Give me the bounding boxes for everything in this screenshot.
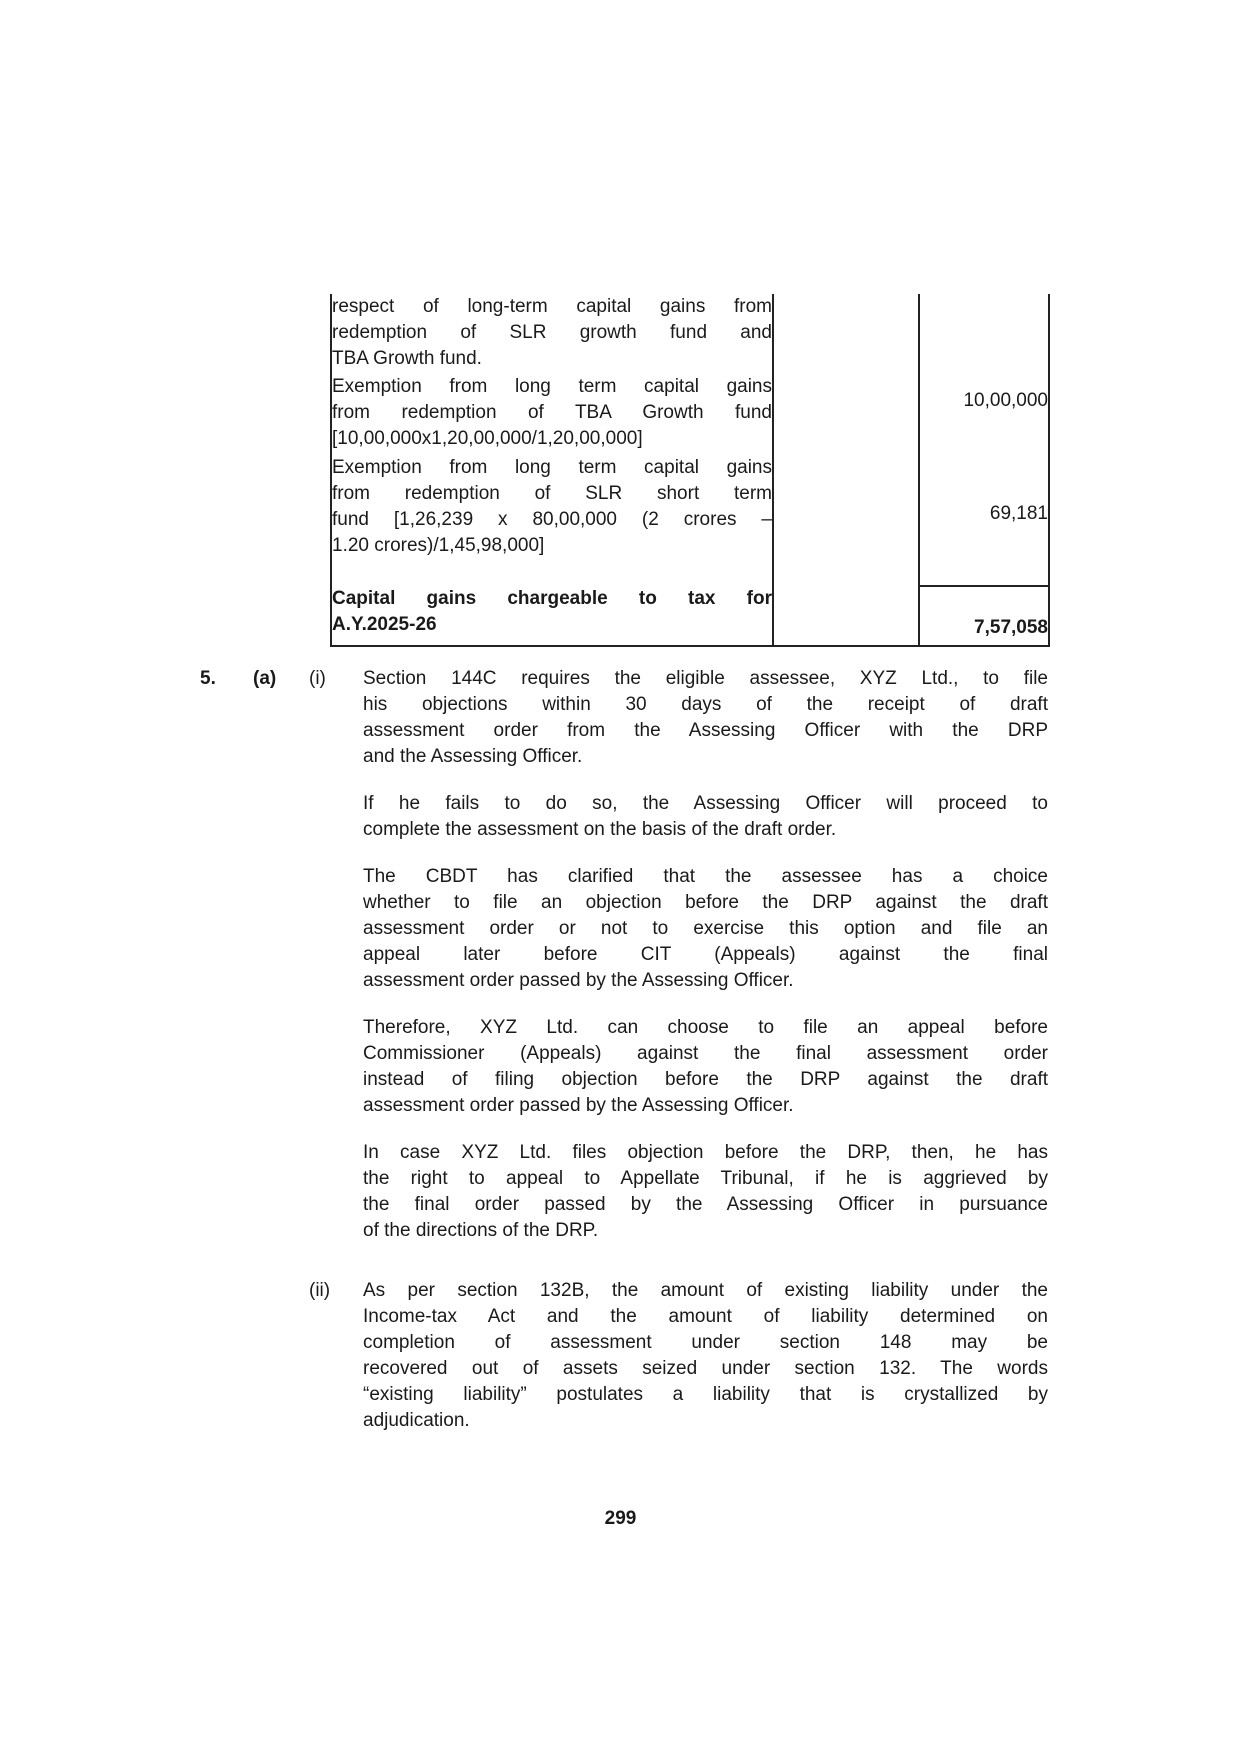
text-line: recovered out of assets seized under section 132. The words bbox=[363, 1358, 1048, 1379]
amount-cell: 69,181 bbox=[919, 455, 1049, 586]
text-line: “existing liability” postulates a liability that is crystallized by bbox=[363, 1384, 1048, 1405]
text-line: adjudication. bbox=[363, 1410, 470, 1431]
text-line: assessment order or not to exercise this option and file an bbox=[363, 918, 1048, 939]
text-line: Exemption from long term capital gains bbox=[332, 376, 772, 397]
item-i-content bbox=[363, 666, 1048, 1244]
page-number: 299 bbox=[604, 1508, 637, 1529]
text-line: TBA Growth fund. bbox=[332, 348, 482, 369]
paragraph bbox=[363, 791, 1048, 843]
item-ii-label: (ii) bbox=[309, 1280, 331, 1301]
text-line: whether to file an objection before the DRP against the draft bbox=[363, 892, 1048, 913]
text-line: respect of long-term capital gains from bbox=[332, 296, 772, 317]
paragraph bbox=[363, 666, 1048, 770]
empty-cell bbox=[773, 294, 919, 374]
text-line: from redemption of SLR short term bbox=[332, 483, 772, 504]
text-line: If he fails to do so, the Assessing Officer will proceed to bbox=[363, 793, 1048, 814]
text-line: Capital gains chargeable to tax for bbox=[332, 588, 772, 609]
table-row bbox=[331, 374, 1049, 455]
text-line: the final order passed by the Assessing Officer in pursuance bbox=[363, 1194, 1048, 1215]
text-line: The CBDT has clarified that the assessee has a choice bbox=[363, 866, 1048, 887]
text-line: from redemption of TBA Growth fund bbox=[332, 402, 772, 423]
empty-cell bbox=[773, 586, 919, 646]
text-line: In case XYZ Ltd. files objection before the DRP, then, he has bbox=[363, 1142, 1048, 1163]
text-line: A.Y.2025-26 bbox=[332, 614, 437, 635]
question-number: 5. bbox=[200, 668, 216, 689]
total-amount-cell: 7,57,058 bbox=[919, 586, 1049, 646]
item-i-label: (i) bbox=[309, 668, 326, 689]
text-line: redemption of SLR growth fund and bbox=[332, 322, 772, 343]
amount-cell bbox=[919, 294, 1049, 374]
empty-cell bbox=[773, 455, 919, 586]
text-line: As per section 132B, the amount of existing liability under the bbox=[363, 1280, 1048, 1301]
paragraph bbox=[363, 864, 1048, 994]
table-total-row bbox=[331, 586, 1049, 646]
item-ii-content bbox=[363, 1278, 1048, 1434]
capital-gains-table bbox=[330, 294, 1050, 647]
description-cell bbox=[331, 455, 773, 586]
paragraph bbox=[363, 1140, 1048, 1244]
table-row bbox=[331, 455, 1049, 586]
text-line: fund [1,26,239 x 80,00,000 (2 crores – bbox=[332, 509, 772, 530]
text-line: appeal later before CIT (Appeals) against the final bbox=[363, 944, 1048, 965]
text-line: 1.20 crores)/1,45,98,000] bbox=[332, 535, 545, 556]
paragraph bbox=[363, 1278, 1048, 1434]
text-line: Commissioner (Appeals) against the final assessment order bbox=[363, 1043, 1048, 1064]
text-line: complete the assessment on the basis of the draft order. bbox=[363, 819, 837, 840]
total-description-cell bbox=[331, 586, 773, 646]
part-label: (a) bbox=[253, 668, 277, 689]
text-line: assessment order passed by the Assessing Officer. bbox=[363, 970, 794, 991]
text-line: Section 144C requires the eligible assessee, XYZ Ltd., to file bbox=[363, 668, 1048, 689]
paragraph bbox=[363, 1015, 1048, 1119]
description-cell bbox=[331, 294, 773, 374]
description-cell bbox=[331, 374, 773, 455]
text-line: his objections within 30 days of the receipt of draft bbox=[363, 694, 1048, 715]
text-line: and the Assessing Officer. bbox=[363, 746, 583, 767]
text-line: of the directions of the DRP. bbox=[363, 1220, 599, 1241]
text-line: Income-tax Act and the amount of liability determined on bbox=[363, 1306, 1048, 1327]
table-row bbox=[331, 294, 1049, 374]
text-line: [10,00,000x1,20,00,000/1,20,00,000] bbox=[332, 428, 643, 449]
text-line: assessment order from the Assessing Officer with the DRP bbox=[363, 720, 1048, 741]
text-line: Therefore, XYZ Ltd. can choose to file an appeal before bbox=[363, 1017, 1048, 1038]
amount-cell: 10,00,000 bbox=[919, 374, 1049, 455]
text-line: instead of filing objection before the DRP against the draft bbox=[363, 1069, 1048, 1090]
text-line: assessment order passed by the Assessing Officer. bbox=[363, 1095, 794, 1116]
text-line: the right to appeal to Appellate Tribunal, if he is aggrieved by bbox=[363, 1168, 1048, 1189]
text-line: Exemption from long term capital gains bbox=[332, 457, 772, 478]
text-line: completion of assessment under section 148 may be bbox=[363, 1332, 1048, 1353]
empty-cell bbox=[773, 374, 919, 455]
